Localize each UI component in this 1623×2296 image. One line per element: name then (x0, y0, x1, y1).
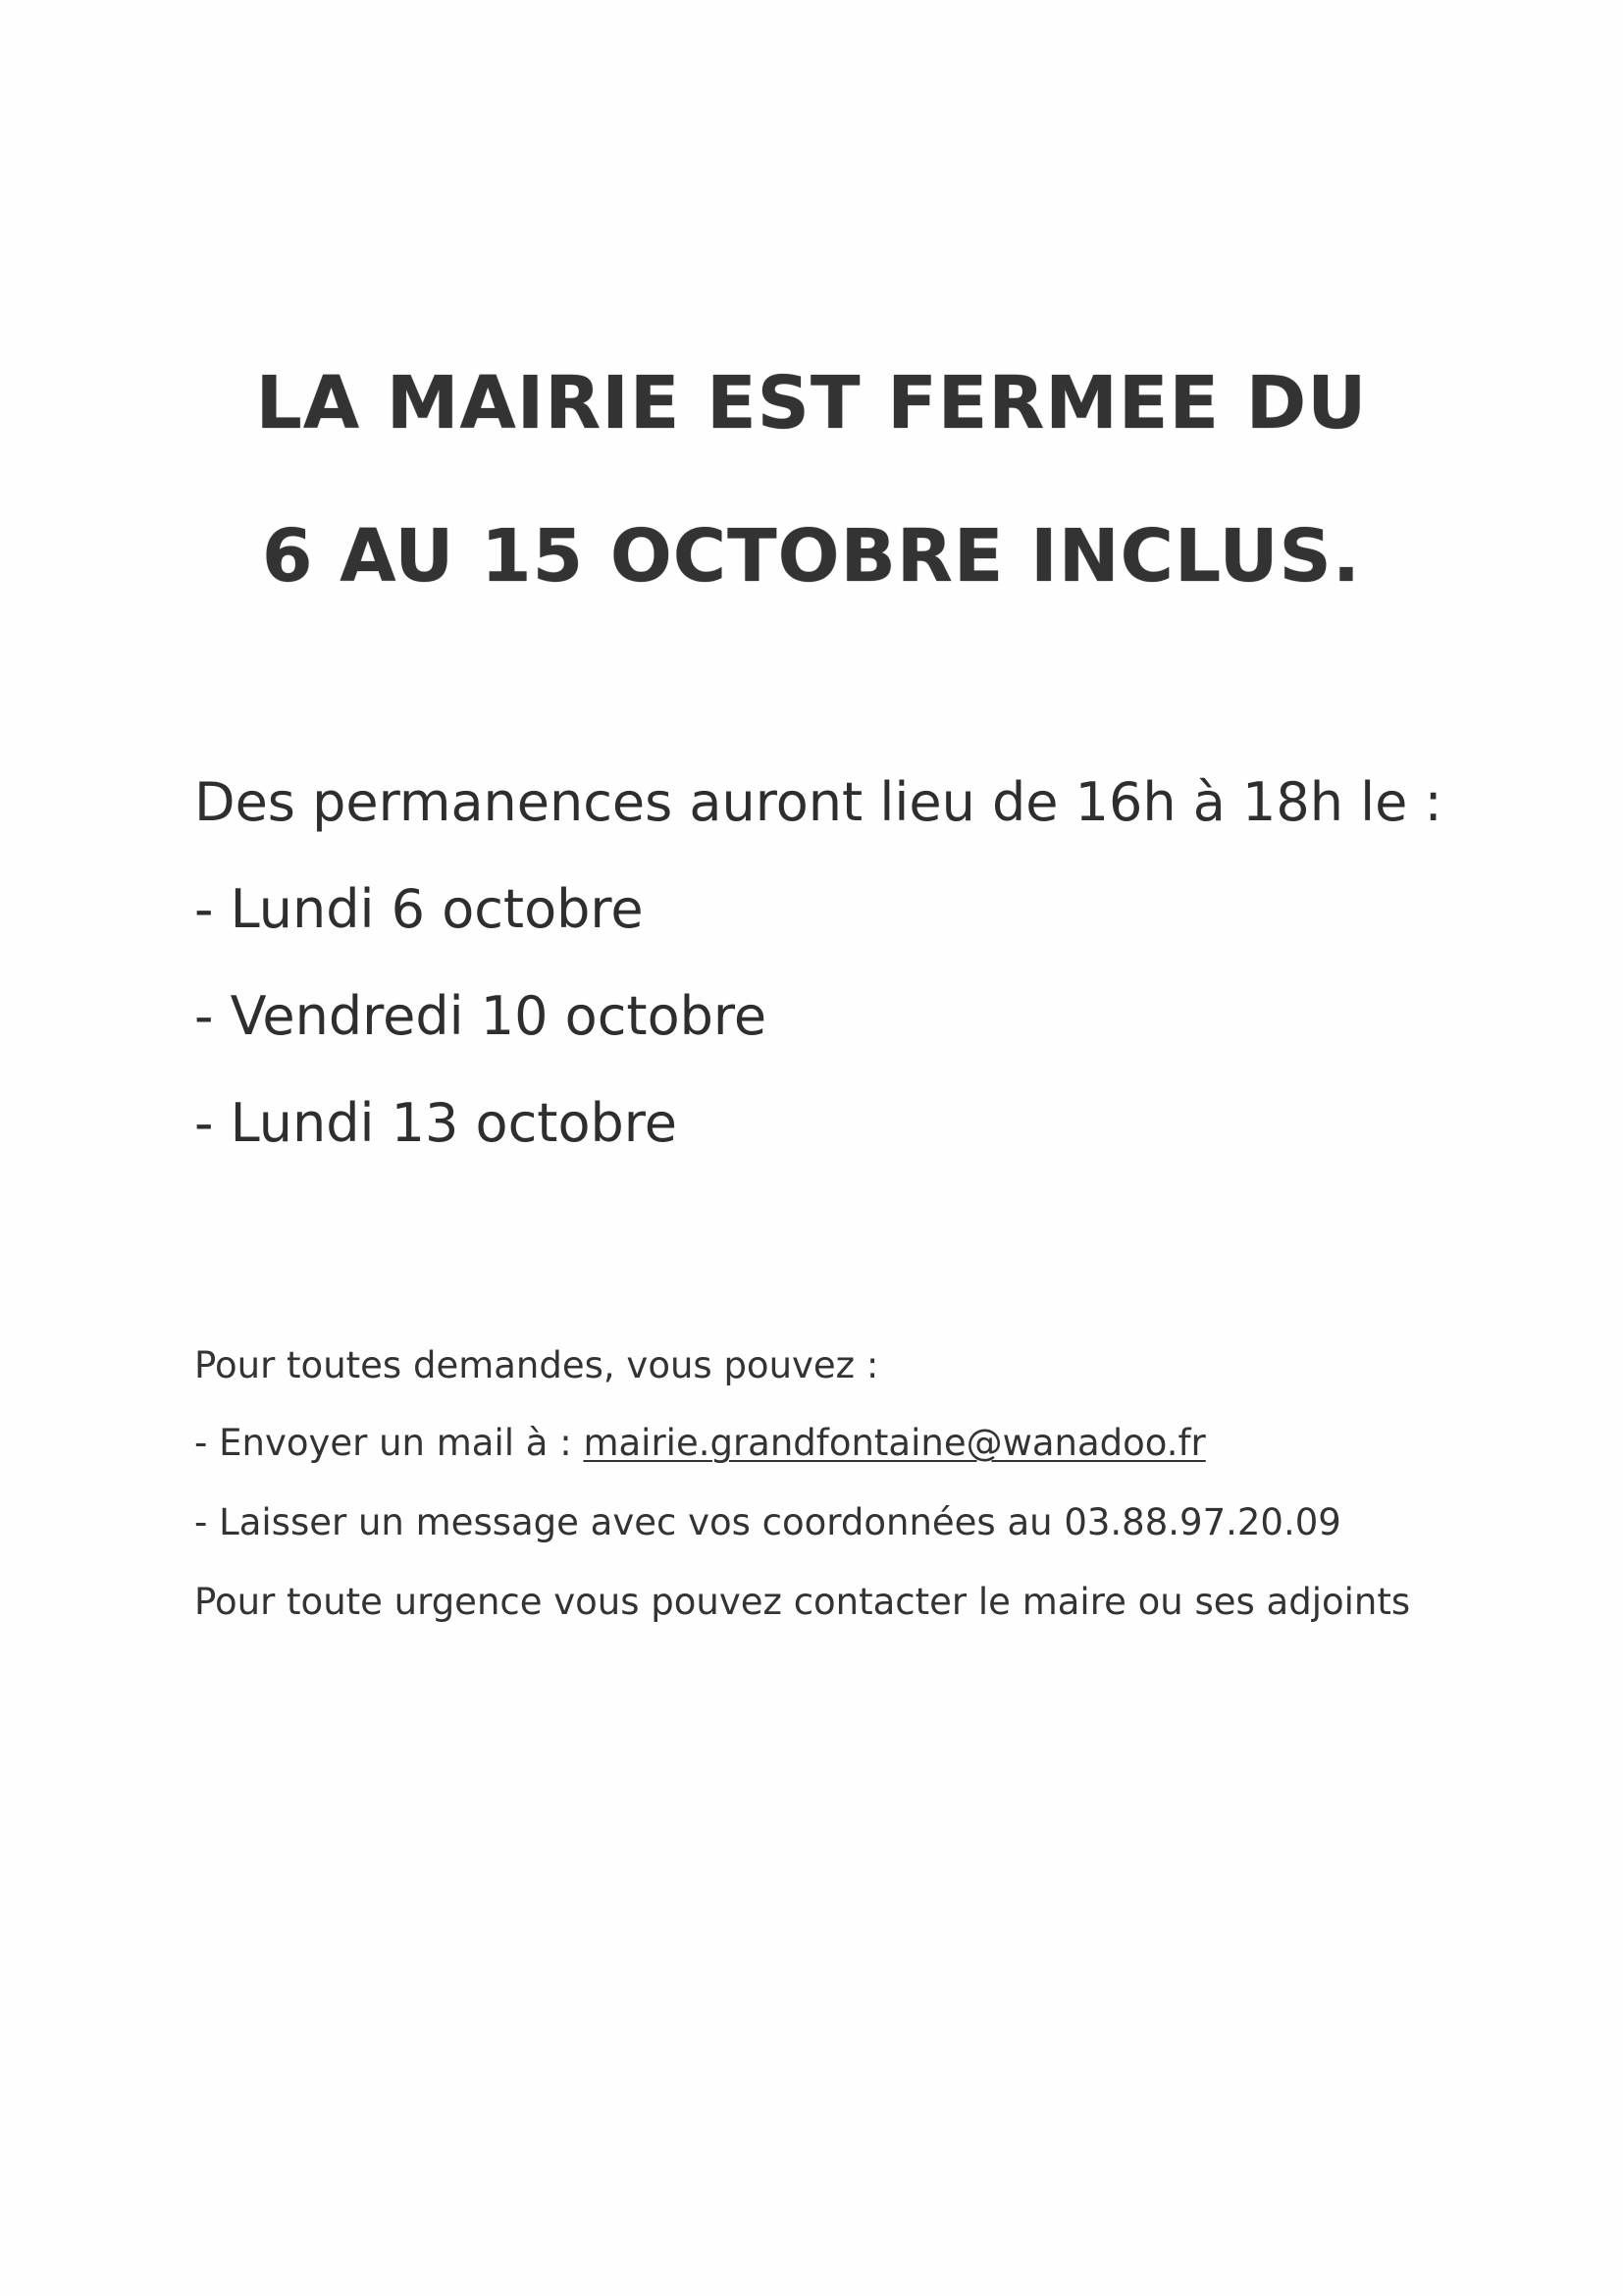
headline-line-2: 6 AU 15 OCTOBRE INCLUS. (262, 514, 1361, 599)
permanence-item: - Lundi 13 octobre (194, 1092, 678, 1154)
contact-intro: Pour toutes demandes, vous pouvez : (194, 1344, 879, 1386)
contact-mail-line (194, 1422, 1206, 1464)
permanence-item: - Lundi 6 octobre (194, 878, 644, 940)
contact-phone-line: - Laisser un message avec vos coordonnées au 03.88.97.20.09 (194, 1501, 1341, 1543)
headline-line-1: LA MAIRIE EST FERMEE DU (255, 361, 1368, 445)
contact-urgent-line: Pour toute urgence vous pouvez contacter le maire ou ses adjoints (194, 1581, 1411, 1623)
permanences-intro: Des permanences auront lieu de 16h à 18h le : (194, 771, 1442, 833)
contact-mail-prefix: - Envoyer un mail à : (194, 1422, 584, 1464)
permanence-item: - Vendredi 10 octobre (194, 985, 767, 1047)
email-link[interactable]: mairie.grandfontaine@wanadoo.fr (583, 1422, 1206, 1464)
